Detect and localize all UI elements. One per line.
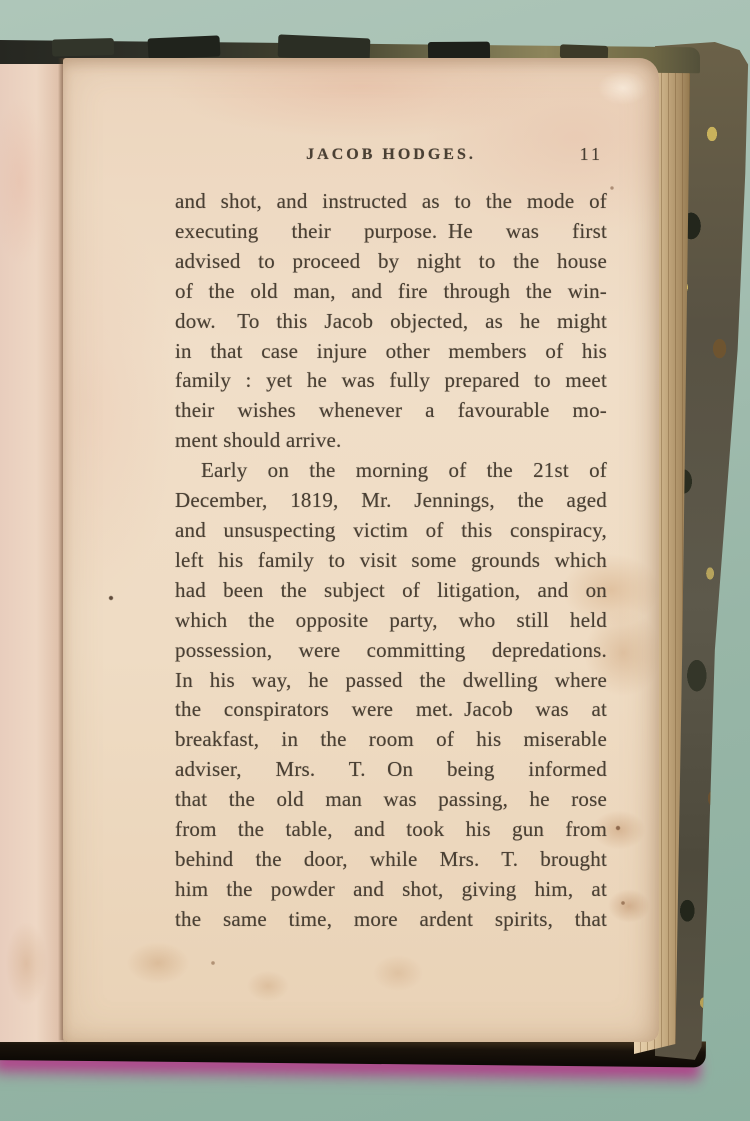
text-line: advised to proceed by night to the house — [175, 248, 607, 273]
text-line: left his family to visit some grounds which — [175, 547, 607, 572]
text-line: breakfast, in the room of his miserable — [175, 727, 607, 752]
text-line: Early on the morning of the 21st of — [201, 458, 607, 483]
text-line: and unsuspecting victim of this conspiracy, — [175, 517, 607, 542]
text-line: and shot, and instructed as to the mode of — [175, 189, 607, 213]
text-line: of the old man, and fire through the win- — [175, 278, 607, 303]
text-line: adviser, Mrs. T. On being informed — [175, 757, 607, 782]
text-line: executing their purpose. He was first — [175, 218, 607, 243]
text-line: him the powder and shot, giving him, at — [175, 876, 607, 901]
text-line: the same time, more ardent spirits, that — [175, 906, 607, 931]
facing-page-sliver — [0, 64, 66, 1042]
edge-chunk — [52, 38, 115, 57]
text-line: from the table, and took his gun from — [175, 817, 607, 842]
page-title: JACOB HODGES. — [306, 146, 476, 163]
text-line: that the old man was passing, he rose — [175, 787, 607, 812]
text-line: had been the subject of litigation, and on — [175, 577, 607, 602]
edge-chunk — [147, 35, 220, 59]
text-line: the conspirators were met. Jacob was at — [175, 697, 607, 722]
text-line: which the opposite party, who still held — [175, 607, 607, 632]
book-page — [63, 58, 659, 1042]
text-line: in that case injure other members of his — [175, 338, 607, 363]
text-line: possession, were committing depredations. — [175, 637, 607, 662]
body-text — [175, 187, 607, 935]
text-line: ment should arrive. — [175, 428, 342, 453]
text-line: their wishes whenever a favourable mo- — [175, 398, 607, 423]
running-header — [175, 146, 607, 170]
text-line: December, 1819, Mr. Jennings, the aged — [175, 488, 607, 513]
text-line: dow. To this Jacob objected, as he might — [175, 308, 607, 333]
text-line: behind the door, while Mrs. T. brought — [175, 846, 607, 871]
text-line: In his way, he passed the dwelling where — [175, 667, 607, 692]
page-number: 11 — [579, 144, 603, 164]
text-line: family : yet he was fully prepared to meet — [175, 368, 607, 393]
